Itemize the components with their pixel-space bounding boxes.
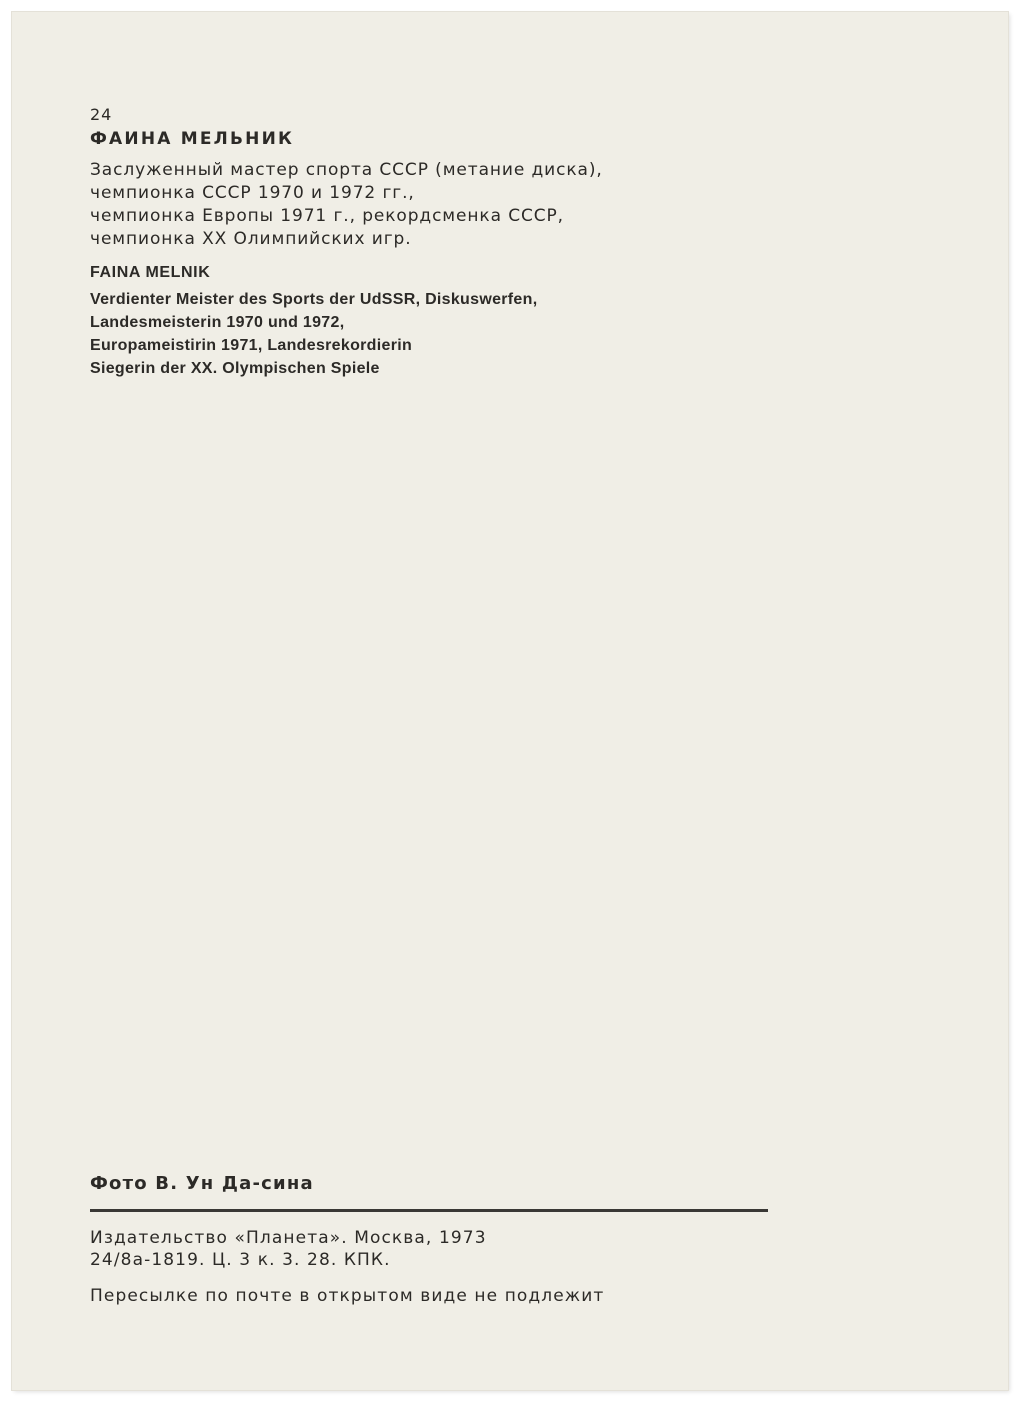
description-russian-line: Заслуженный мастер спорта СССР (метание диска), (90, 160, 603, 180)
description-german-line: Siegerin der XX. Olympischen Spiele (90, 360, 380, 377)
athlete-name-german: FAINA MELNIK (90, 264, 211, 281)
description-german (90, 288, 537, 380)
postal-notice: Пересылке по почте в открытом виде не подлежит (90, 1286, 605, 1306)
description-russian-line: чемпионка Европы 1971 г., рекордсменка СССР, (90, 206, 564, 226)
description-russian-line: чемпионка XX Олимпийских игр. (90, 229, 412, 249)
publisher-info (90, 1227, 487, 1271)
description-german-line: Europameistirin 1971, Landesrekordierin (90, 337, 413, 354)
postcard-back (12, 12, 1008, 1390)
publisher-line: 24/8а-1819. Ц. 3 к. 3. 28. КПК. (90, 1250, 391, 1270)
divider (90, 1209, 768, 1212)
description-russian (90, 159, 603, 251)
card-number: 24 (90, 105, 113, 124)
description-german-line: Landesmeisterin 1970 und 1972, (90, 314, 345, 331)
photo-credit: Фото В. Ун Да-сина (90, 1173, 314, 1194)
publisher-line: Издательство «Планета». Москва, 1973 (90, 1228, 487, 1248)
description-russian-line: чемпионка СССР 1970 и 1972 гг., (90, 183, 415, 203)
description-german-line: Verdienter Meister des Sports der UdSSR, Diskuswerfen, (90, 291, 538, 308)
athlete-name-russian: ФАИНА МЕЛЬНИК (90, 129, 295, 149)
